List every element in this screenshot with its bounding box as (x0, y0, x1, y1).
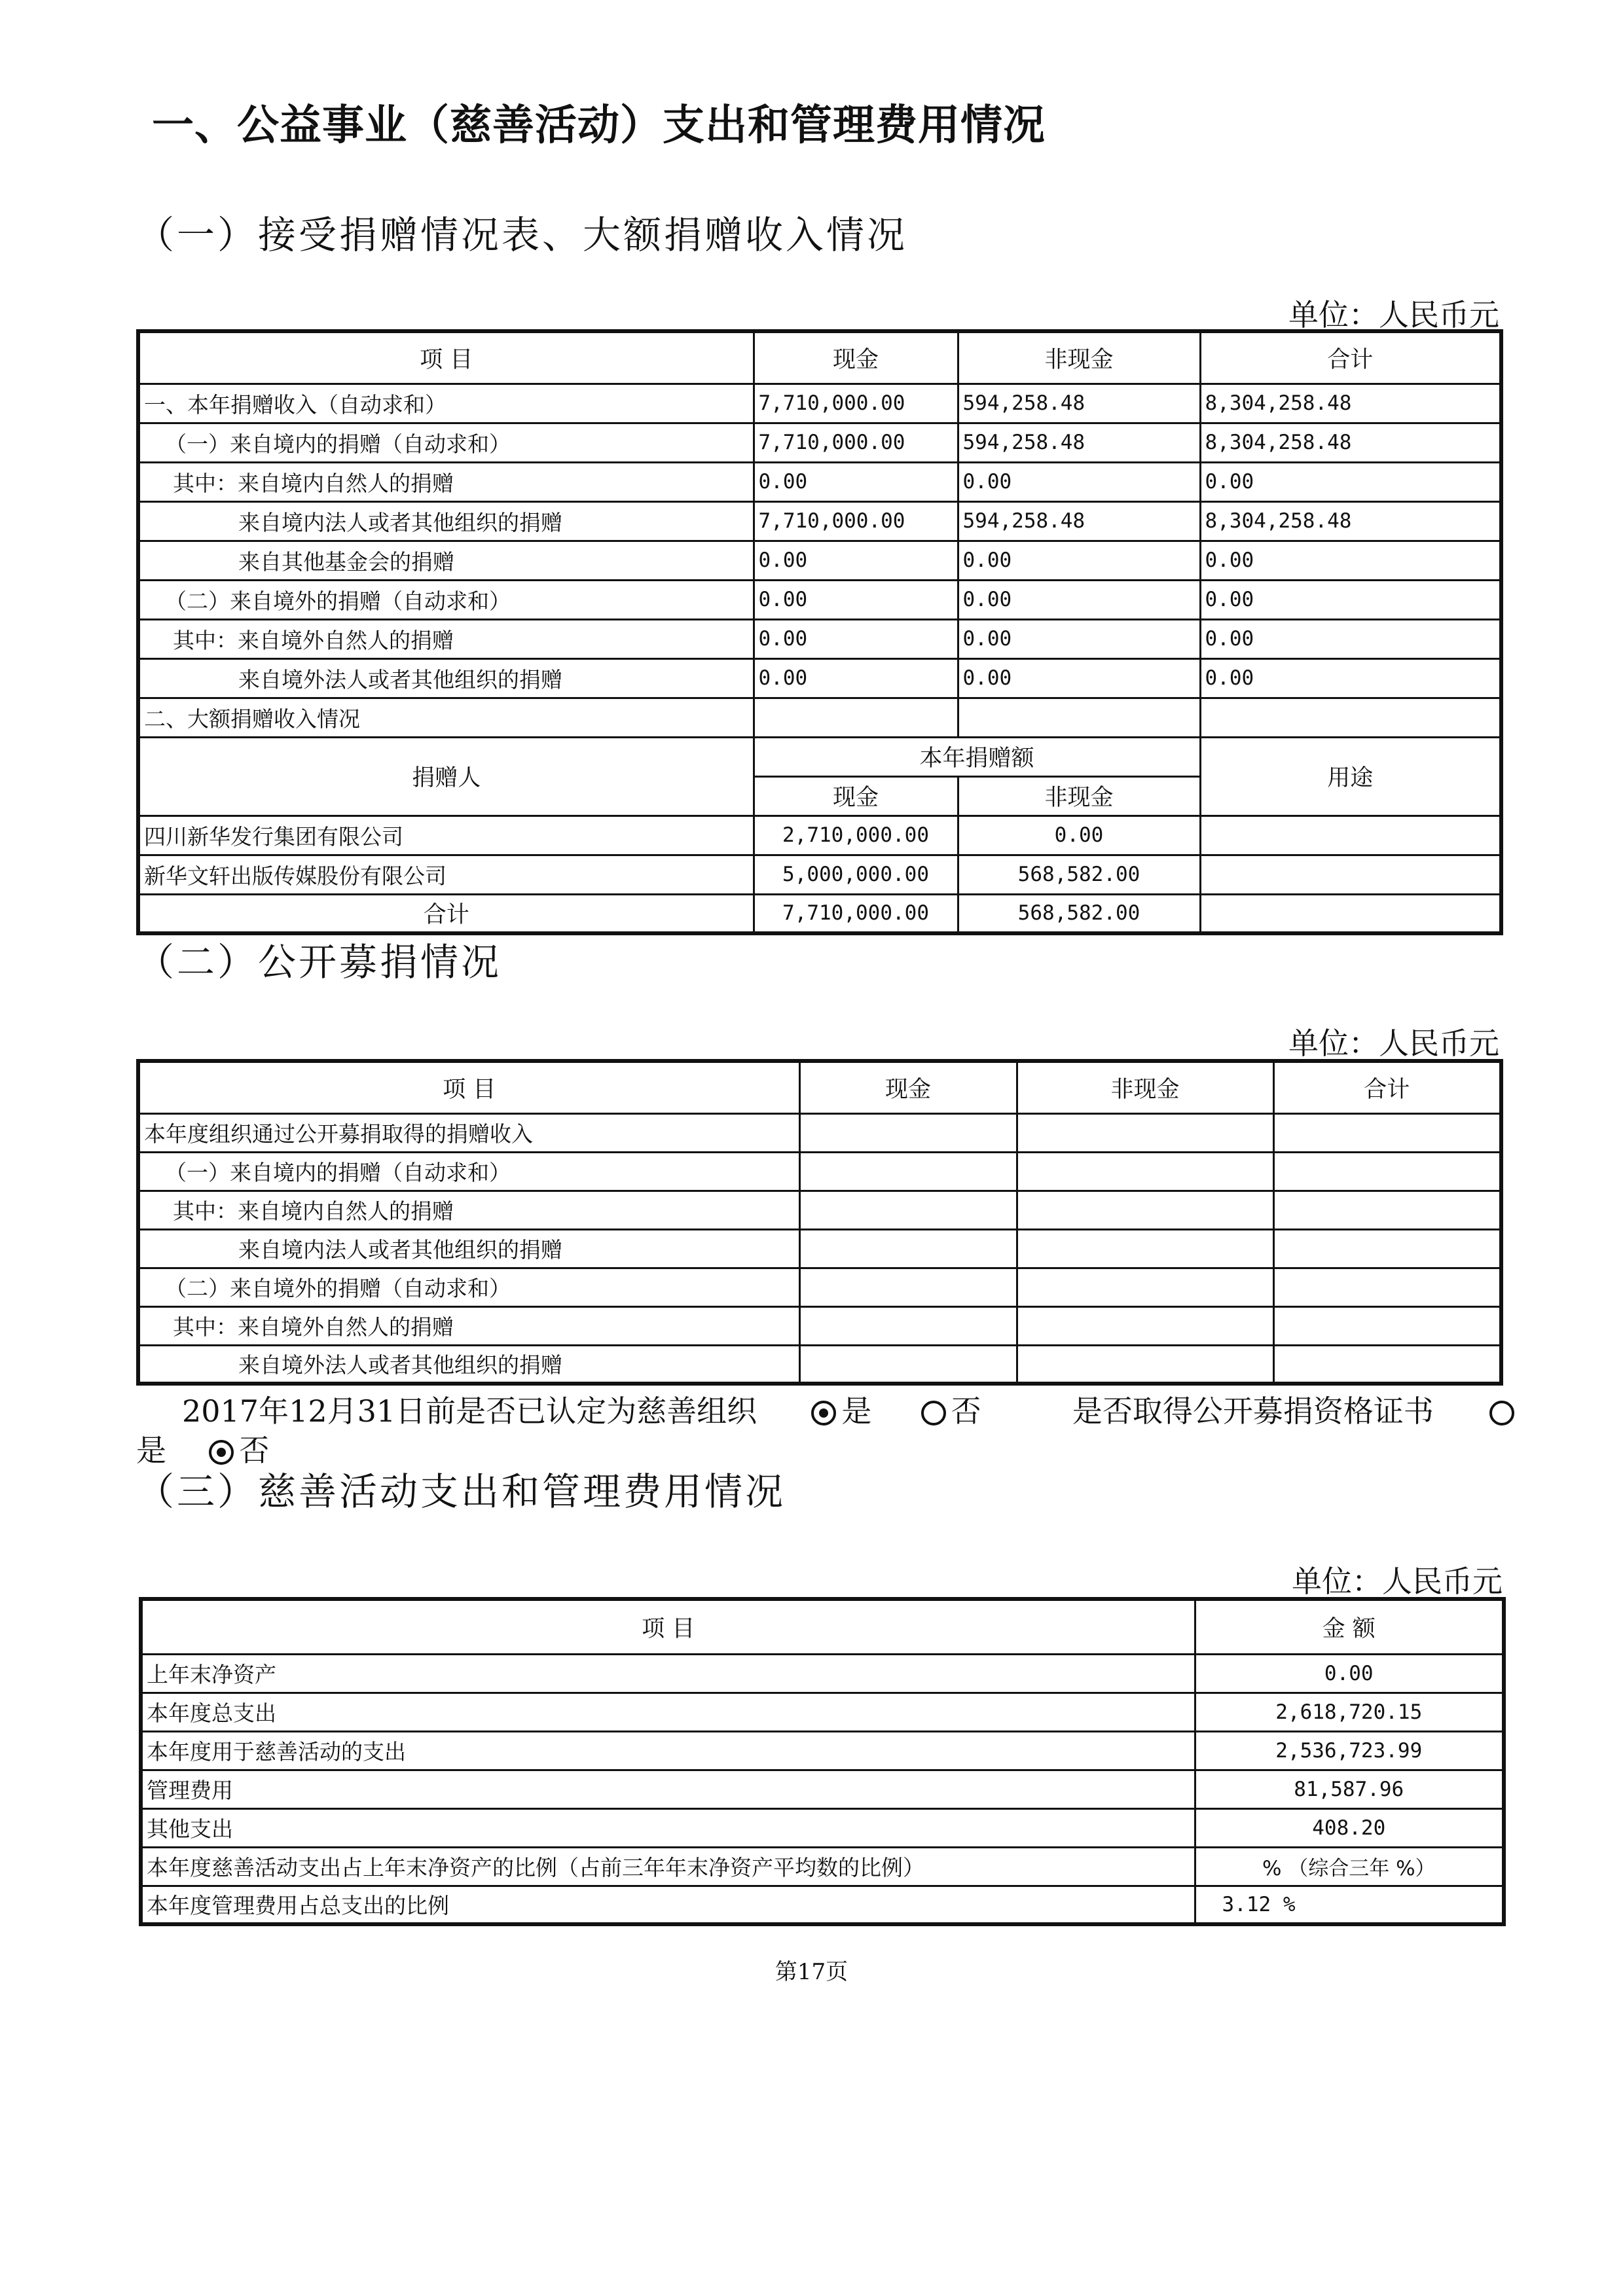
row-label: 本年度慈善活动支出占上年末净资产的比例（占前三年年末净资产平均数的比例） (141, 1847, 1195, 1886)
amount-cell: 408.20 (1195, 1808, 1504, 1847)
section-3-unit: 单位：人民币元 (1292, 1564, 1503, 1599)
empty-cell (958, 698, 1200, 737)
donation-table (136, 329, 1503, 935)
noncash-cell: 0.00 (958, 658, 1200, 698)
donor-use (1200, 816, 1501, 855)
table-row (138, 816, 1501, 855)
total-cell: 8,304,258.48 (1200, 501, 1501, 541)
certificate-yes-radio[interactable] (1489, 1401, 1514, 1426)
section-2-unit: 单位：人民币元 (1288, 1026, 1499, 1061)
table-row (138, 462, 1501, 501)
total-cell: 0.00 (1200, 541, 1501, 580)
donor-noncash: 0.00 (958, 816, 1200, 855)
row-label: 其中：来自境内自然人的捐赠 (138, 462, 754, 501)
row-label: 本年度用于慈善活动的支出 (141, 1731, 1195, 1770)
noncash-cell: 594,258.48 (958, 501, 1200, 541)
donor-cash-header: 现金 (754, 776, 958, 816)
table-row (138, 1229, 1501, 1268)
row-label: 来自境外法人或者其他组织的捐赠 (138, 658, 754, 698)
charity-no-label: 否 (951, 1393, 981, 1429)
row-label: 本年度总支出 (141, 1693, 1195, 1731)
header-total: 合计 (1200, 331, 1501, 384)
row-label: 一、本年捐赠收入（自动求和） (138, 384, 754, 423)
amount-cell: 2,536,723.99 (1195, 1731, 1504, 1770)
table-row (138, 1345, 1501, 1384)
total-cell: 8,304,258.48 (1200, 423, 1501, 462)
donor-cash: 2,710,000.00 (754, 816, 958, 855)
table-row (138, 658, 1501, 698)
cash-cell: 0.00 (754, 462, 958, 501)
donor-cash: 5,000,000.00 (754, 855, 958, 894)
charity-yes-radio[interactable] (811, 1401, 836, 1426)
table-row (141, 1808, 1504, 1847)
donor-header: 捐赠人 (138, 737, 754, 816)
table-row (141, 1847, 1504, 1886)
total-cell: 0.00 (1200, 619, 1501, 658)
table-row (141, 1693, 1504, 1731)
noncash-cell: 594,258.48 (958, 384, 1200, 423)
header-total: 合计 (1273, 1061, 1501, 1113)
row-label: 来自境外法人或者其他组织的捐赠 (138, 1345, 799, 1384)
donor-header-row (138, 737, 1501, 776)
cash-cell: 0.00 (754, 580, 958, 619)
header-item: 项 目 (141, 1599, 1195, 1654)
page-number: 第17页 (775, 1959, 848, 1985)
amount-cell: 81,587.96 (1195, 1770, 1504, 1808)
row-label: 来自境内法人或者其他组织的捐赠 (138, 1229, 799, 1268)
amount-cell: 3.12 % (1195, 1886, 1504, 1924)
section-1-unit: 单位：人民币元 (1288, 297, 1499, 332)
noncash-cell: 0.00 (958, 541, 1200, 580)
table-row (138, 1152, 1501, 1191)
row-label: （二）来自境外的捐赠（自动求和） (138, 580, 754, 619)
total-cell: 8,304,258.48 (1200, 384, 1501, 423)
total-cell: 0.00 (1200, 580, 1501, 619)
expense-header-row (141, 1599, 1504, 1654)
use-header: 用途 (1200, 737, 1501, 816)
cash-cell: 0.00 (754, 658, 958, 698)
total-noncash: 568,582.00 (958, 894, 1200, 933)
charity-no-radio[interactable] (921, 1401, 946, 1426)
table-row (138, 1113, 1501, 1152)
donation-header-row (138, 331, 1501, 384)
header-noncash: 非现金 (958, 331, 1200, 384)
row-label: 来自境内法人或者其他组织的捐赠 (138, 501, 754, 541)
charity-question: 2017年12月31日前是否已认定为慈善组织 (182, 1393, 757, 1429)
section-2-heading: （二）公开募捐情况 (136, 940, 502, 984)
header-cash: 现金 (754, 331, 958, 384)
amount-header: 本年捐赠额 (754, 737, 1200, 776)
total-cash: 7,710,000.00 (754, 894, 958, 933)
noncash-cell: 0.00 (958, 462, 1200, 501)
row-label: 本年度管理费用占总支出的比例 (141, 1886, 1195, 1924)
expense-table (139, 1597, 1506, 1926)
row-label: 本年度组织通过公开募捐取得的捐赠收入 (138, 1113, 799, 1152)
table-row (138, 1191, 1501, 1229)
donor-noncash: 568,582.00 (958, 855, 1200, 894)
table-row (138, 1306, 1501, 1345)
header-amount: 金 额 (1195, 1599, 1504, 1654)
total-label: 合计 (138, 894, 754, 933)
table-row (138, 619, 1501, 658)
table-row (141, 1886, 1504, 1924)
cash-cell: 7,710,000.00 (754, 384, 958, 423)
table-row (138, 423, 1501, 462)
section-1-heading: （一）接受捐赠情况表、大额捐赠收入情况 (136, 213, 908, 257)
noncash-cell: 0.00 (958, 580, 1200, 619)
header-item: 项 目 (138, 331, 754, 384)
header-item: 项 目 (138, 1061, 799, 1113)
charity-yes-label: 是 (841, 1393, 872, 1429)
certificate-yes-label: 是 (136, 1433, 166, 1468)
donor-use (1200, 855, 1501, 894)
empty-cell (1200, 698, 1501, 737)
table-row (138, 855, 1501, 894)
certificate-no-label: 否 (239, 1433, 270, 1468)
row-label: 其中：来自境外自然人的捐赠 (138, 1306, 799, 1345)
table-row (138, 698, 1501, 737)
row-label: （一）来自境内的捐赠（自动求和） (138, 423, 754, 462)
charity-question-line (182, 1388, 1520, 1431)
amount-cell: 0.00 (1195, 1654, 1504, 1693)
table-row (138, 541, 1501, 580)
empty-cell (754, 698, 958, 737)
table-row (138, 580, 1501, 619)
row-label: 其他支出 (141, 1808, 1195, 1847)
table-row (138, 384, 1501, 423)
row-label: 上年末净资产 (141, 1654, 1195, 1693)
table-row (141, 1731, 1504, 1770)
empty-cell (1200, 894, 1501, 933)
total-row (138, 894, 1501, 933)
noncash-cell: 594,258.48 (958, 423, 1200, 462)
row-label: 其中：来自境内自然人的捐赠 (138, 1191, 799, 1229)
noncash-cell: 0.00 (958, 619, 1200, 658)
section-3-heading: （三）慈善活动支出和管理费用情况 (136, 1469, 786, 1514)
page-title: 一、公益事业（慈善活动）支出和管理费用情况 (152, 101, 1046, 150)
row-label: 管理费用 (141, 1770, 1195, 1808)
donor-name: 新华文轩出版传媒股份有限公司 (138, 855, 754, 894)
header-cash: 现金 (799, 1061, 1017, 1113)
cash-cell: 0.00 (754, 541, 958, 580)
donor-name: 四川新华发行集团有限公司 (138, 816, 754, 855)
cash-cell: 7,710,000.00 (754, 501, 958, 541)
public-fundraising-table (136, 1059, 1503, 1386)
row-label: （二）来自境外的捐赠（自动求和） (138, 1268, 799, 1306)
table-row (138, 1268, 1501, 1306)
amount-cell: 2,618,720.15 (1195, 1693, 1504, 1731)
table-row (141, 1654, 1504, 1693)
row-label: （一）来自境内的捐赠（自动求和） (138, 1152, 799, 1191)
total-cell: 0.00 (1200, 462, 1501, 501)
row-label: 来自其他基金会的捐赠 (138, 541, 754, 580)
table-row (138, 501, 1501, 541)
table-row (141, 1770, 1504, 1808)
certificate-question: 是否取得公开募捐资格证书 (1072, 1393, 1434, 1429)
amount-cell: % （综合三年 %） (1195, 1847, 1504, 1886)
row-label: 其中：来自境外自然人的捐赠 (138, 619, 754, 658)
cash-cell: 0.00 (754, 619, 958, 658)
large-donation-label: 二、大额捐赠收入情况 (138, 698, 754, 737)
fundraising-header-row (138, 1061, 1501, 1113)
donor-noncash-header: 非现金 (958, 776, 1200, 816)
header-noncash: 非现金 (1017, 1061, 1273, 1113)
cash-cell: 7,710,000.00 (754, 423, 958, 462)
total-cell: 0.00 (1200, 658, 1501, 698)
